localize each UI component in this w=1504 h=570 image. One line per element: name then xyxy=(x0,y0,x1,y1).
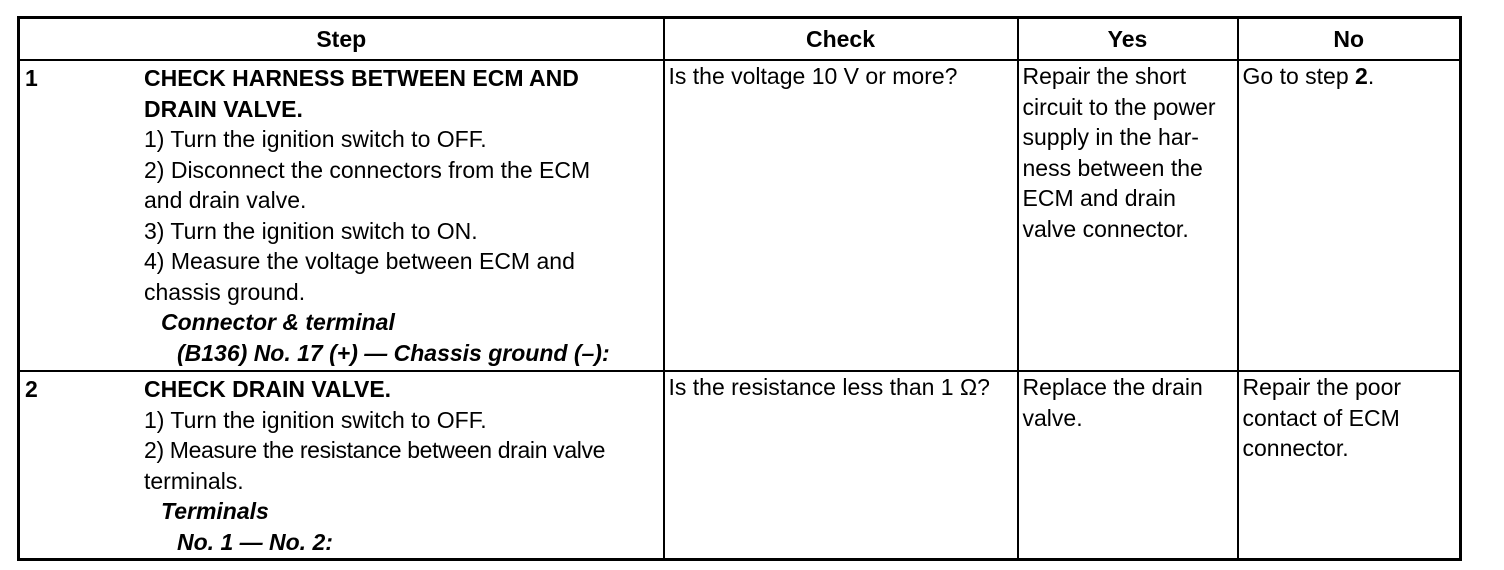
header-yes: Yes xyxy=(1018,18,1238,61)
step-body xyxy=(144,61,659,368)
diagnostic-table xyxy=(17,16,1462,561)
header-no: No xyxy=(1238,18,1461,61)
spec-value: (B136) No. 17 (+) — Chassis ground (–): xyxy=(177,339,610,366)
instruction-line: and drain valve. xyxy=(144,187,307,213)
instruction-line: chassis ground. xyxy=(144,278,306,305)
header-step: Step xyxy=(19,18,664,61)
no-cell xyxy=(1238,60,1461,371)
instruction-line: 4) Measure the voltage between ECM and xyxy=(144,248,575,274)
no-line: connector. xyxy=(1242,435,1349,461)
yes-cell xyxy=(1018,371,1238,559)
yes-line: valve connector. xyxy=(1022,215,1189,242)
no-line: contact of ECM xyxy=(1242,404,1400,431)
table-row xyxy=(19,60,1461,371)
no-cell xyxy=(1238,371,1461,559)
no-line: Repair the poor xyxy=(1242,374,1402,400)
yes-line: ECM and drain xyxy=(1022,185,1176,211)
instruction-line: 3) Turn the ignition switch to ON. xyxy=(144,217,478,244)
instruction-line: 2) Measure the resistance between drain valve xyxy=(144,437,606,463)
header-row xyxy=(19,18,1461,61)
step-cell xyxy=(19,371,664,559)
spec-label: Connector & terminal xyxy=(161,309,395,335)
no-suffix: . xyxy=(1367,63,1375,89)
instruction-line: terminals. xyxy=(144,467,244,494)
yes-line: valve. xyxy=(1022,404,1083,431)
spec-value: No. 1 — No. 2: xyxy=(177,528,333,555)
yes-line: Replace the drain xyxy=(1022,374,1203,400)
step-title xyxy=(144,63,659,124)
instruction-line: 1) Turn the ignition switch to OFF. xyxy=(144,406,487,433)
check-question: Is the resistance less than 1 Ω? xyxy=(668,374,990,400)
instruction-line: 1) Turn the ignition switch to OFF. xyxy=(144,126,487,152)
instruction-line: 2) Disconnect the connectors from the ECM xyxy=(144,156,591,183)
spec-label: Terminals xyxy=(161,498,269,524)
yes-line: ness between the xyxy=(1022,154,1203,181)
step-cell xyxy=(19,60,664,371)
step-title-line: CHECK HARNESS BETWEEN ECM AND xyxy=(144,65,579,91)
table-row xyxy=(19,371,1461,559)
step-title: CHECK DRAIN VALVE. xyxy=(144,376,392,402)
step-title-line: DRAIN VALVE. xyxy=(144,95,303,122)
check-cell xyxy=(664,371,1018,559)
step-number: 2 xyxy=(25,376,38,402)
yes-line: circuit to the power xyxy=(1022,93,1216,120)
yes-line: Repair the short xyxy=(1022,63,1187,89)
yes-cell xyxy=(1018,60,1238,371)
step-body xyxy=(144,372,659,557)
step-number: 1 xyxy=(25,65,38,91)
header-check: Check xyxy=(664,18,1018,61)
no-text xyxy=(1243,61,1456,92)
check-question: Is the voltage 10 V or more? xyxy=(668,63,958,89)
yes-line: supply in the har- xyxy=(1022,124,1199,150)
step-reference: 2 xyxy=(1355,63,1368,89)
no-prefix: Go to step xyxy=(1242,63,1356,89)
check-cell xyxy=(664,60,1018,371)
